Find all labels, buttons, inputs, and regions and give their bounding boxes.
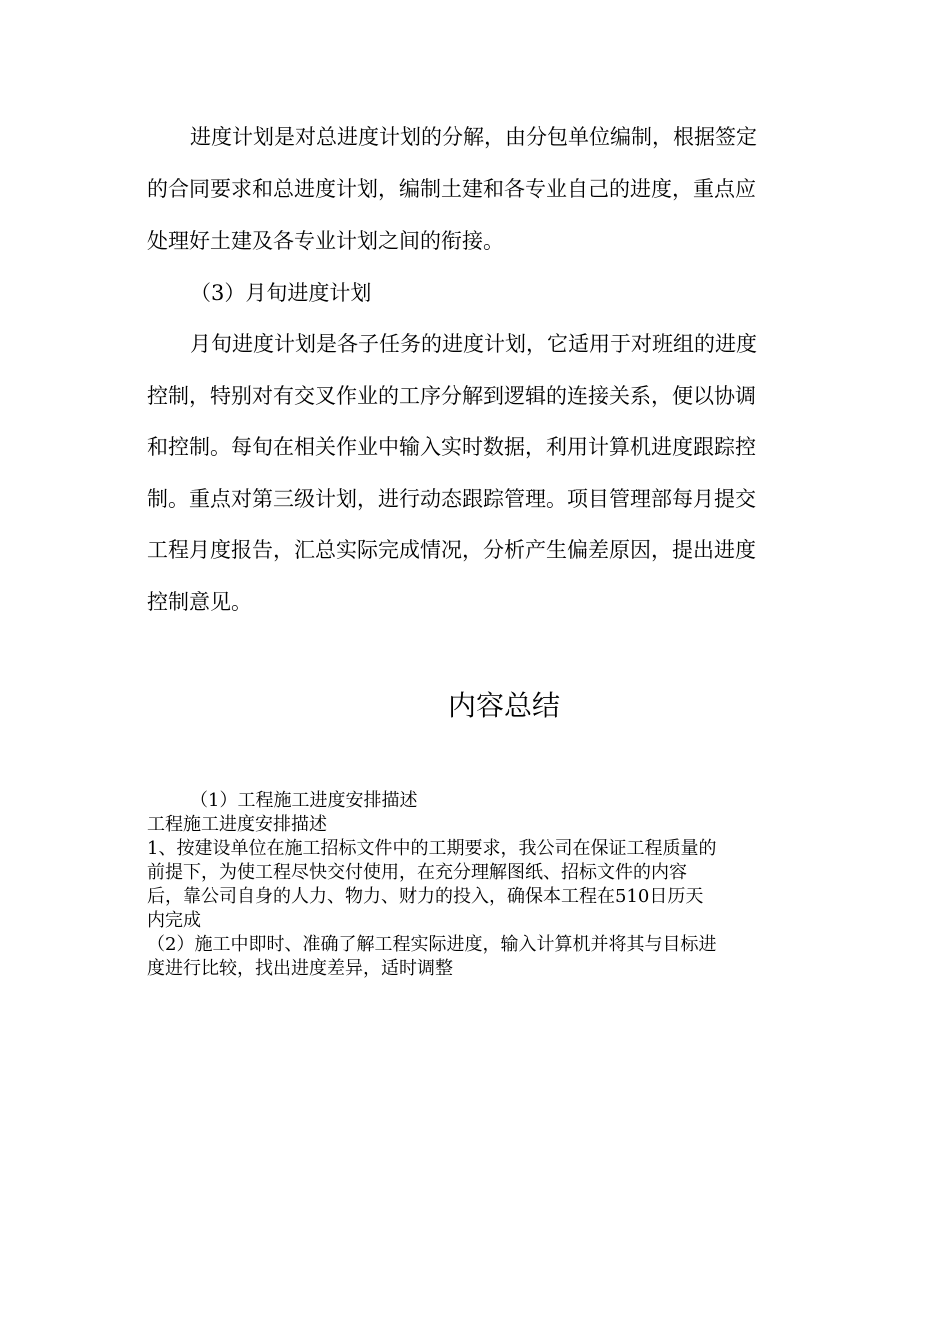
summary-line-8: 度进行比较，找出进度差异，适时调整 bbox=[147, 958, 453, 979]
paragraph-2-line-5: 工程月度报告，汇总实际完成情况，分析产生偏差原因，提出进度 bbox=[147, 538, 756, 562]
paragraph-2-line-2: 控制，特别对有交叉作业的工序分解到逻辑的连接关系，便以协调 bbox=[147, 384, 756, 408]
summary-line-6: 内完成 bbox=[147, 910, 201, 931]
paragraph-1-line-2: 的合同要求和总进度计划，编制土建和各专业自己的进度，重点应 bbox=[147, 177, 756, 201]
paragraph-2-line-4: 制。重点对第三级计划，进行动态跟踪管理。项目管理部每月提交 bbox=[147, 487, 756, 511]
summary-line-2: 工程施工进度安排描述 bbox=[147, 814, 327, 835]
summary-line-4: 前提下，为使工程尽快交付使用，在充分理解图纸、招标文件的内容 bbox=[147, 862, 687, 883]
summary-title: 内容总结 bbox=[448, 689, 561, 722]
summary-line-1: （1）工程施工进度安排描述 bbox=[190, 790, 418, 811]
paragraph-2-line-1: 月旬进度计划是各子任务的进度计划，它适用于对班组的进度 bbox=[190, 332, 757, 356]
paragraph-2-line-6: 控制意见。 bbox=[147, 590, 252, 614]
paragraph-2-line-3: 和控制。每旬在相关作业中输入实时数据，利用计算机进度跟踪控 bbox=[147, 435, 756, 459]
section-heading-3: （3）月旬进度计划 bbox=[190, 281, 372, 305]
paragraph-1-line-1: 进度计划是对总进度计划的分解，由分包单位编制，根据签定 bbox=[190, 125, 757, 149]
paragraph-1-line-3: 处理好土建及各专业计划之间的衔接。 bbox=[147, 229, 504, 253]
summary-line-5: 后，靠公司自身的人力、物力、财力的投入，确保本工程在510日历天 bbox=[147, 886, 704, 907]
summary-line-3: 1、按建设单位在施工招标文件中的工期要求，我公司在保证工程质量的 bbox=[147, 838, 717, 859]
summary-line-7: （2）施工中即时、准确了解工程实际进度，输入计算机并将其与目标进 bbox=[147, 934, 717, 955]
